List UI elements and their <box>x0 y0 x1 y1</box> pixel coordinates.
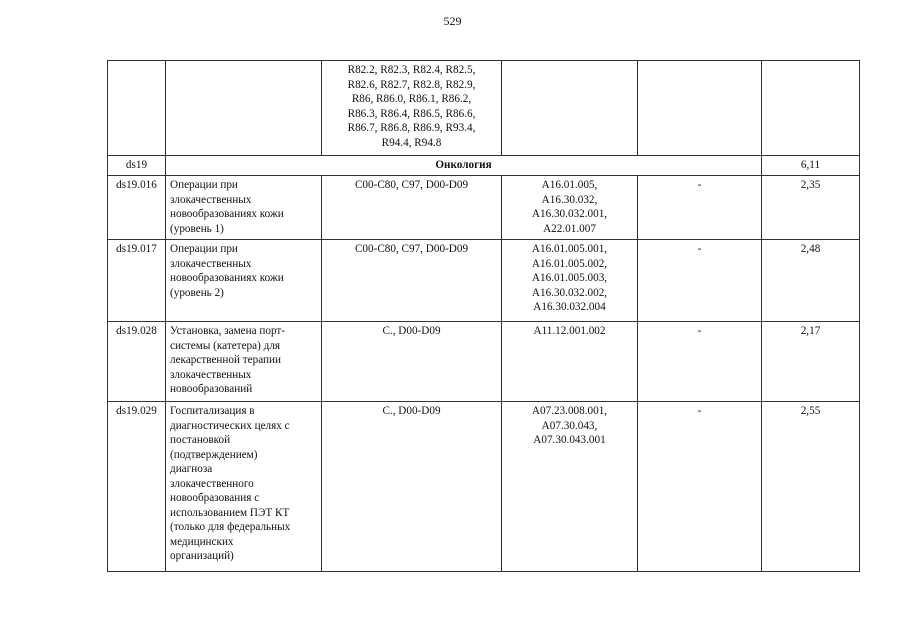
cell-diagnoses: C00-C80, C97, D00-D09 <box>322 240 502 322</box>
cell-coefficient: 2,48 <box>762 240 860 322</box>
section-title: Онкология <box>166 156 762 176</box>
cell-services: A16.01.005.001, A16.01.005.002, A16.01.005.003, A16.30.032.002, A16.30.032.004 <box>502 240 638 322</box>
cell-additional: - <box>638 322 762 402</box>
cell-code: ds19.028 <box>108 322 166 402</box>
section-row <box>108 156 860 176</box>
cell-code: ds19.029 <box>108 402 166 572</box>
page-number: 529 <box>443 14 462 28</box>
table-row <box>108 240 860 322</box>
table-row <box>108 402 860 572</box>
cell-diagnoses: R82.2, R82.3, R82.4, R82.5, R82.6, R82.7, R82.8, R82.9, R86, R86.0, R86.1, R86.2, R86.3, R86.4, R86.5, R86.6, R86.7, R86.8, R86.9, R93.4, R94.4, R94.8 <box>322 61 502 156</box>
cell-coefficient: 2,17 <box>762 322 860 402</box>
table-row <box>108 322 860 402</box>
cell-name <box>166 61 322 156</box>
cell-name: Операции при злокачественных новообразованиях кожи (уровень 1) <box>166 176 322 240</box>
cell-services: A16.01.005, A16.30.032, A16.30.032.001, A22.01.007 <box>502 176 638 240</box>
cell-additional <box>638 61 762 156</box>
cell-diagnoses: C00-C80, C97, D00-D09 <box>322 176 502 240</box>
cell-services: A07.23.008.001, A07.30.043, A07.30.043.001 <box>502 402 638 572</box>
cell-code: ds19.016 <box>108 176 166 240</box>
cell-name: Госпитализация в диагностических целях с постановкой (подтверждением) диагноза злокачественного новообразования с использованием ПЭТ КТ (только для федеральных медицинских организаций) <box>166 402 322 572</box>
cell-diagnoses: C., D00-D09 <box>322 322 502 402</box>
cell-name: Установка, замена порт- системы (катетера) для лекарственной терапии злокачественных новообразований <box>166 322 322 402</box>
cell-services <box>502 61 638 156</box>
section-code: ds19 <box>108 156 166 176</box>
tariff-table <box>107 60 860 572</box>
cell-coefficient: 2,55 <box>762 402 860 572</box>
cell-services: A11.12.001.002 <box>502 322 638 402</box>
table-row-continuation <box>108 61 860 156</box>
cell-code <box>108 61 166 156</box>
cell-coefficient: 2,35 <box>762 176 860 240</box>
section-coefficient: 6,11 <box>762 156 860 176</box>
cell-additional: - <box>638 402 762 572</box>
cell-code: ds19.017 <box>108 240 166 322</box>
cell-coefficient <box>762 61 860 156</box>
cell-additional: - <box>638 240 762 322</box>
cell-additional: - <box>638 176 762 240</box>
table-row <box>108 176 860 240</box>
cell-name: Операции при злокачественных новообразованиях кожи (уровень 2) <box>166 240 322 322</box>
cell-diagnoses: C., D00-D09 <box>322 402 502 572</box>
